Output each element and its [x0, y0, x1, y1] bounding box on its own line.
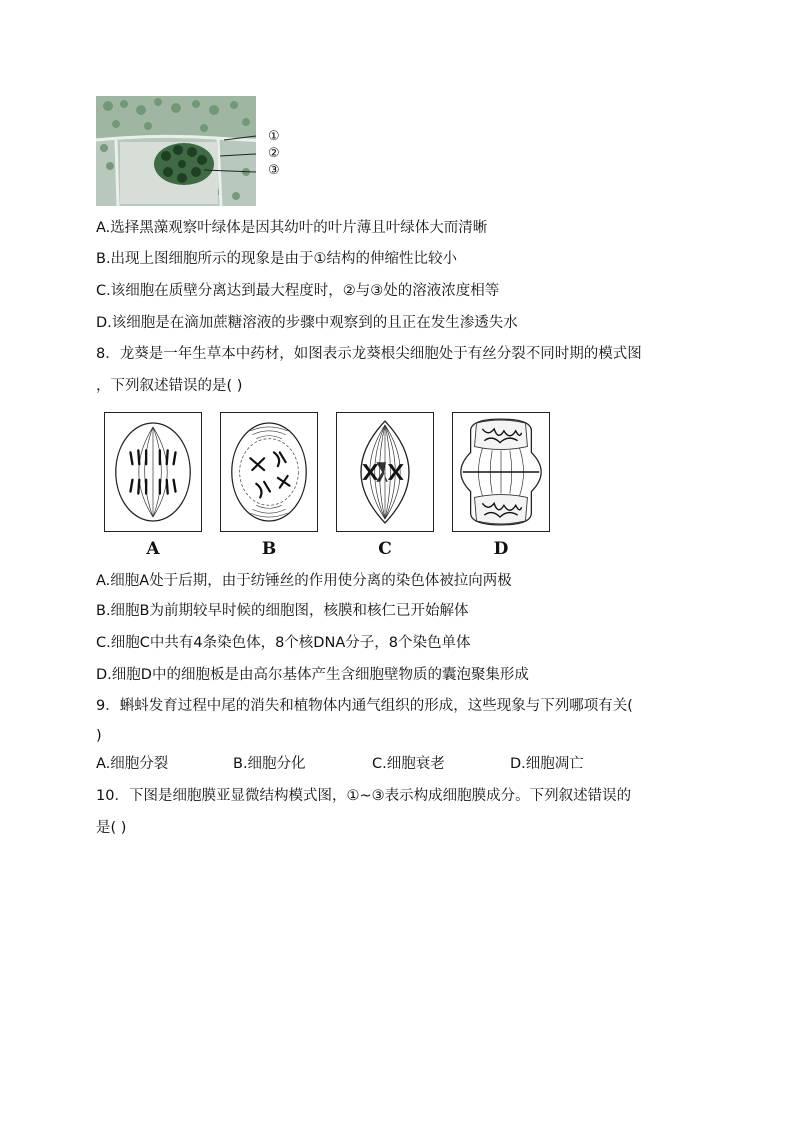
q9-stem-line1: 9．蝌蚪发育过程中尾的消失和植物体内通气组织的形成，这些现象与下列哪项有关(: [96, 698, 633, 714]
q9-option-d: D.细胞凋亡: [510, 756, 584, 772]
q9-option-c: C.细胞衰老: [372, 756, 445, 772]
q7-option-c: C.该细胞在质壁分离达到最大程度时，②与③处的溶液浓度相等: [96, 283, 500, 299]
cell-b-diagram: [220, 412, 318, 532]
q7-option-a: A.选择黑藻观察叶绿体是因其幼叶的叶片薄且叶绿体大而清晰: [96, 220, 488, 236]
label-1: ①: [268, 129, 280, 144]
plant-cell-micrograph: [96, 96, 256, 206]
mitosis-figure: [104, 412, 544, 562]
caption-d: D: [493, 539, 509, 559]
q7-option-b: B.出现上图细胞所示的现象是由于①结构的伸缩性比较小: [96, 251, 458, 267]
cell-a-diagram: [104, 412, 202, 532]
cell-d-diagram: [452, 412, 550, 532]
micrograph-labels: [268, 128, 280, 179]
caption-a: A: [146, 539, 160, 559]
q10-stem-line1: 10．下图是细胞膜亚显微结构模式图，①~③表示构成细胞膜成分。下列叙述错误的: [96, 788, 632, 804]
caption-b: B: [261, 539, 277, 559]
q7-option-d: D.该细胞是在滴加蔗糖溶液的步骤中观察到的且正在发生渗透失水: [96, 315, 518, 331]
label-2: ②: [268, 146, 280, 161]
cell-c-diagram: [336, 412, 434, 532]
q8-option-c: C.细胞C中共有4条染色体，8个核DNA分子，8个染色单体: [96, 635, 471, 651]
label-3: ③: [268, 163, 280, 178]
q8-stem-line1: 8．龙葵是一年生草本中药材，如图表示龙葵根尖细胞处于有丝分裂不同时期的模式图: [96, 346, 642, 362]
q9-option-b: B.细胞分化: [233, 756, 306, 772]
q8-option-d: D.细胞D中的细胞板是由高尔基体产生含细胞壁物质的囊泡聚集形成: [96, 667, 529, 683]
q10-stem-line2: 是( ): [96, 820, 127, 836]
q8-option-b: B.细胞B为前期较早时候的细胞图，核膜和核仁已开始解体: [96, 603, 469, 619]
q8-option-a: A.细胞A处于后期，由于纺锤丝的作用使分离的染色体被拉向两极: [96, 573, 512, 589]
q9-stem-line2: ): [96, 728, 102, 744]
caption-c: C: [378, 539, 392, 559]
q8-stem-line2: ，下列叙述错误的是( ): [96, 378, 243, 394]
q9-option-a: A.细胞分裂: [96, 756, 169, 772]
